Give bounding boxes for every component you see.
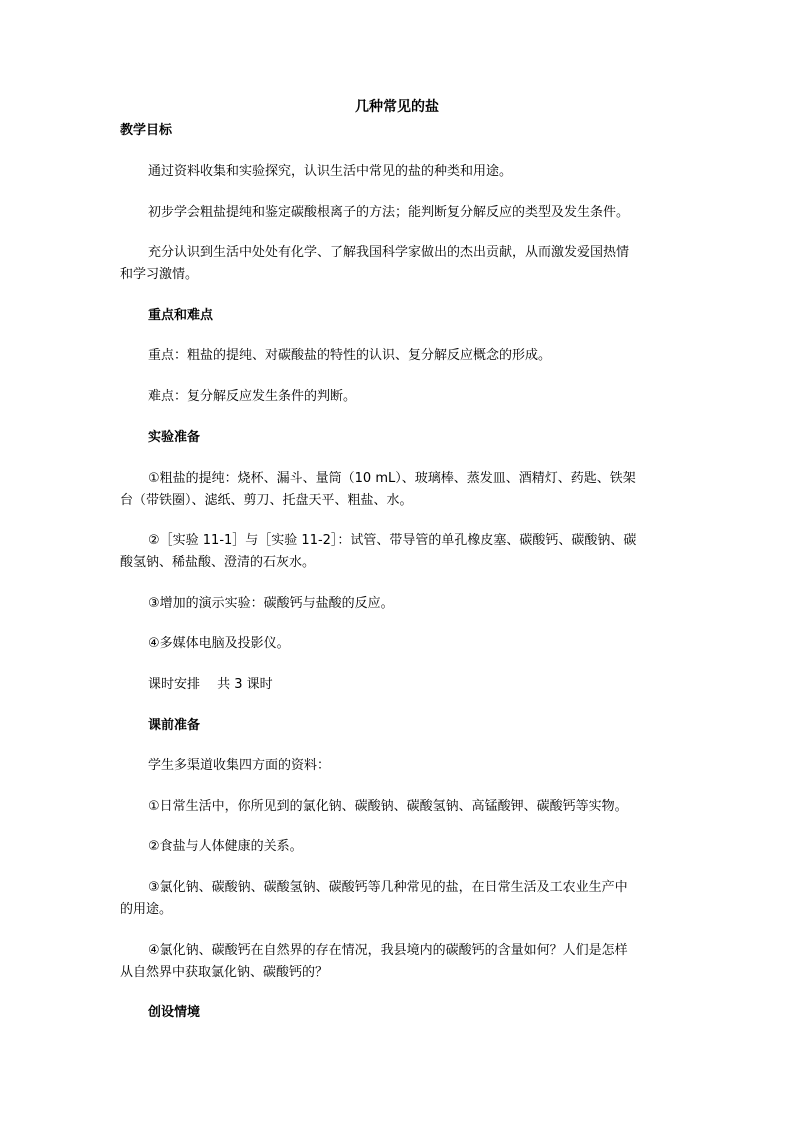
paragraph-material-3-line-1: ③氯化钠、碳酸钠、碳酸氢钠、碳酸钙等几种常见的盐，在日常生活及工农业生产中 [148,880,628,895]
document-title: 几种常见的盐 [355,99,439,115]
paragraph-key-point: 重点：粗盐的提纯、对碳酸盐的特性的认识、复分解反应概念的形成。 [148,348,552,363]
paragraph-class-schedule: 课时安排 共 3 课时 [148,677,273,692]
paragraph-goal-2: 初步学会粗盐提纯和鉴定碳酸根离子的方法；能判断复分解反应的类型及发生条件。 [148,205,630,220]
paragraph-prep-2-line-1: ②［实验 11-1］与［实验 11-2］：试管、带导管的单孔橡皮塞、碳酸钙、碳酸钠、碳 [148,533,637,548]
paragraph-prep-2-line-2: 酸氢钠、稀盐酸、澄清的石灰水。 [120,555,316,570]
paragraph-material-4-line-2: 从自然界中获取氯化钠、碳酸钙的？ [120,965,329,980]
heading-key-points: 重点和难点 [148,308,214,323]
paragraph-prep-4: ④多媒体电脑及投影仪。 [148,636,290,651]
heading-teaching-goals: 教学目标 [120,123,173,138]
paragraph-prep-1-line-2: 台（带铁圈）、滤纸、剪刀、托盘天平、粗盐、水。 [120,493,413,508]
heading-pre-class-prep: 课前准备 [148,718,201,733]
paragraph-difficulty: 难点：复分解反应发生条件的判断。 [148,389,357,404]
heading-create-scenario: 创设情境 [148,1005,201,1020]
paragraph-material-1: ①日常生活中，你所见到的氯化钠、碳酸钠、碳酸氢钠、高锰酸钾、碳酸钙等实物。 [148,799,628,814]
paragraph-goal-3-line-1: 充分认识到生活中处处有化学、了解我国科学家做出的杰出贡献，从而激发爱国热情 [148,245,630,260]
paragraph-goal-1: 通过资料收集和实验探究，认识生活中常见的盐的种类和用途。 [148,164,513,179]
paragraph-material-3-line-2: 的用途。 [120,902,173,917]
paragraph-material-4-line-1: ④氯化钠、碳酸钙在自然界的存在情况，我县境内的碳酸钙的含量如何？人们是怎样 [148,943,628,958]
heading-experiment-prep: 实验准备 [148,430,201,445]
paragraph-material-2: ②食盐与人体健康的关系。 [148,839,303,854]
paragraph-prep-1-line-1: ①粗盐的提纯：烧杯、漏斗、量筒（10 mL）、玻璃棒、蒸发皿、酒精灯、药匙、铁架 [148,471,636,486]
paragraph-goal-3-line-2: 和学习激情。 [120,267,199,282]
paragraph-collect-materials: 学生多渠道收集四方面的资料： [148,758,331,773]
paragraph-prep-3: ③增加的演示实验：碳酸钙与盐酸的反应。 [148,596,394,611]
